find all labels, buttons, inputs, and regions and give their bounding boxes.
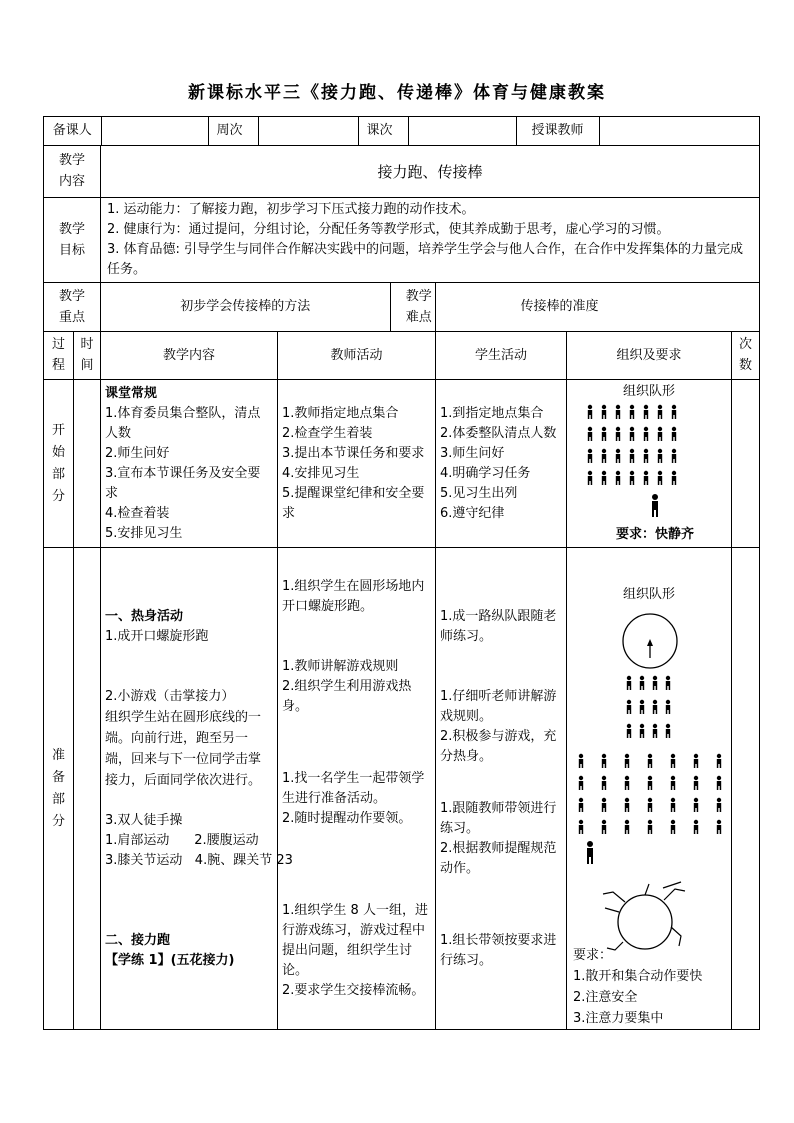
list-item: 4.明确学习任务	[440, 465, 531, 481]
list-item: 1.组织学生 8 人一组，进行游戏练习，游戏过程中提出问题，组织学生讨论。	[282, 902, 428, 978]
start-section-row	[44, 380, 760, 548]
student-figure-icon	[666, 723, 670, 737]
student-figure-icon	[644, 448, 648, 462]
student-figure-icon	[717, 797, 721, 811]
student-figure-icon	[672, 404, 676, 418]
student-figure-icon	[648, 797, 652, 811]
goal-item: 2. 健康行为：通过提问，分组讨论，分配任务等教学形式，使其养成勤于思考，虚心学习的习惯。	[107, 222, 670, 237]
list-item: 6.遵守纪律	[440, 505, 505, 521]
prep-content	[101, 548, 293, 1030]
student-figure-icon	[671, 753, 675, 767]
relay-circle-diagram	[603, 882, 685, 950]
student-figure-icon	[658, 470, 662, 484]
game-title: 2.小游戏（击掌接力）	[105, 688, 235, 704]
prep-org-title: 组织队形	[622, 586, 676, 602]
student-figure-icon	[644, 426, 648, 440]
prep-teacher	[278, 548, 436, 1030]
student-group-wide	[579, 753, 721, 833]
student-figure-icon	[671, 775, 675, 789]
page-title: 新课标水平三《接力跑、传递棒》体育与健康教案	[188, 83, 606, 103]
student-figure-icon	[625, 775, 629, 789]
list-item: 2.积极参与游戏，充分热身。	[440, 728, 557, 764]
student-figure-icon	[658, 448, 662, 462]
col-org: 组织及要求	[567, 332, 732, 380]
student-figure-icon	[616, 470, 620, 484]
list-item: 1.散开和集合动作要快	[573, 968, 703, 984]
student-figure-icon	[602, 426, 606, 440]
col-content: 教学内容	[101, 332, 278, 380]
student-figure-icon	[653, 675, 657, 689]
student-figure-icon	[717, 819, 721, 833]
student-figure-icon	[644, 404, 648, 418]
student-figure-icon	[666, 675, 670, 689]
student-figure-icon	[588, 404, 592, 418]
relay-practice: 【学练 1】(五花接力)	[105, 952, 235, 968]
student-figure-icon	[630, 448, 634, 462]
student-figure-icon	[672, 426, 676, 440]
student-figure-icon	[602, 819, 606, 833]
column-header-row	[44, 332, 760, 380]
student-figure-icon	[588, 426, 592, 440]
teacher-figure-icon	[652, 494, 658, 517]
start-section-label: 开始部分	[44, 380, 74, 548]
preparer-label: 备课人	[44, 117, 101, 145]
list-item: 3.提出本节课任务和要求	[282, 445, 425, 461]
goal-item: 3. 体育品德: 引导学生与同伴合作解决实践中的问题，培养学生学会与他人合作，在合作中发挥集体的力量完成任务。	[107, 242, 744, 277]
student-figure-icon	[640, 675, 644, 689]
start-teacher	[278, 380, 436, 548]
list-item: 2.根据教师提醒规范动作。	[440, 840, 557, 876]
student-figure-icon	[588, 448, 592, 462]
teacher-figure-icon	[587, 841, 593, 864]
student-figure-icon	[658, 404, 662, 418]
start-student	[436, 380, 567, 548]
key-point-value: 初步学会传接棒的方法	[101, 283, 390, 331]
col-process: 过程	[44, 332, 74, 380]
lesson-field[interactable]	[408, 117, 516, 145]
prep-student	[436, 548, 567, 1030]
teacher-label: 授课教师	[516, 117, 599, 145]
list-item: 1.找一名学生一起带领学生进行准备活动。	[282, 770, 425, 806]
list-item: 4.检查着装	[105, 505, 170, 521]
difficult-point-value: 传接棒的准度	[436, 283, 760, 332]
student-figure-icon	[625, 819, 629, 833]
col-time: 时间	[74, 332, 101, 380]
header-row	[44, 117, 760, 146]
org-title: 组织队形	[622, 383, 676, 399]
relay-title: 二、接力跑	[105, 932, 171, 948]
prep-time	[74, 548, 101, 1030]
student-figure-icon	[625, 753, 629, 767]
student-figure-icon	[694, 797, 698, 811]
list-item: 1.组长带领按要求进行练习。	[440, 932, 557, 968]
week-label: 周次	[208, 117, 258, 145]
student-figure-icon	[588, 470, 592, 484]
student-figure-icon	[653, 723, 657, 737]
key-point-label: 教学重点	[44, 283, 101, 332]
list-item: 1.教师讲解游戏规则	[282, 658, 399, 674]
goal-item: 1. 运动能力：了解接力跑，初步学习下压式接力跑的动作技术。	[107, 202, 475, 217]
list-item: 5.见习生出列	[440, 485, 518, 501]
student-group-small	[627, 675, 670, 737]
start-time	[74, 380, 101, 548]
student-figure-icon	[671, 819, 675, 833]
start-content-title: 课堂常规	[105, 385, 158, 401]
list-item: 1.肩部运动 2.腰腹运动	[105, 832, 259, 848]
student-figure-icon	[602, 775, 606, 789]
list-item: 2.师生问好	[105, 445, 170, 461]
student-figure-icon	[602, 797, 606, 811]
student-figure-icon	[616, 426, 620, 440]
prep-formation-diagram	[567, 582, 732, 1026]
lesson-plan-table	[43, 116, 760, 1030]
student-figure-icon	[672, 470, 676, 484]
list-item: 2.随时提醒动作要领。	[282, 810, 412, 826]
list-item: 3.师生问好	[440, 445, 505, 461]
list-item: 3.膝关节运动 4.腕、踝关节 23	[105, 852, 293, 868]
student-figure-icon	[625, 797, 629, 811]
teacher-field[interactable]	[599, 117, 760, 145]
prep-count	[732, 548, 760, 1030]
content-row	[44, 146, 760, 198]
student-figure-icon	[627, 723, 631, 737]
student-figure-icon	[630, 404, 634, 418]
list-item: 2.体委整队清点人数	[440, 425, 557, 441]
list-item: 1.成开口螺旋形跑	[105, 628, 209, 644]
student-figure-icon	[694, 819, 698, 833]
lesson-label: 课次	[358, 117, 408, 145]
start-org	[567, 380, 732, 548]
list-item: 2.组织学生利用游戏热身。	[282, 678, 412, 714]
difficult-point-label: 教学难点	[405, 289, 432, 325]
student-figure-icon	[672, 448, 676, 462]
student-figure-icon	[627, 675, 631, 689]
list-item: 5.安排见习生	[105, 525, 183, 541]
student-figure-icon	[630, 426, 634, 440]
list-item: 1.教师指定地点集合	[282, 405, 399, 421]
student-figure-icon	[658, 426, 662, 440]
prep-req-title: 要求：	[573, 947, 613, 963]
student-figure-icon	[602, 753, 606, 767]
list-item: 1.仔细听老师讲解游戏规则。	[440, 688, 557, 724]
content-value: 接力跑、传接棒	[101, 146, 760, 198]
student-figure-icon	[653, 699, 657, 713]
list-item: 1.跟随教师带领进行练习。	[440, 800, 557, 836]
arrow-head-icon	[647, 639, 653, 646]
exercise-title: 3.双人徒手操	[105, 812, 183, 828]
student-figure-icon	[602, 470, 606, 484]
col-student: 学生活动	[436, 332, 567, 380]
focus-row	[44, 283, 760, 332]
col-teacher: 教师活动	[278, 332, 436, 380]
list-item: 4.安排见习生	[282, 465, 360, 481]
list-item: 3.宣布本节课任务及安全要求	[105, 465, 261, 501]
org-requirement: 要求：快静齐	[615, 526, 695, 542]
student-figure-icon	[648, 775, 652, 789]
student-figure-icon	[640, 723, 644, 737]
start-content	[101, 380, 278, 548]
goals-list	[101, 198, 760, 283]
list-item: 5.提醒课堂纪律和安全要求	[282, 485, 425, 521]
list-item: 1.组织学生在圆形场地内开口螺旋形跑。	[282, 578, 425, 614]
student-figure-icon	[616, 448, 620, 462]
list-item: 2.要求学生交接棒流畅。	[282, 982, 425, 998]
student-figure-icon	[648, 753, 652, 767]
prep-section-row	[44, 548, 760, 1030]
student-figure-icon	[717, 775, 721, 789]
student-figure-icon	[579, 819, 583, 833]
student-figure-icon	[648, 819, 652, 833]
student-figure-icon	[602, 448, 606, 462]
prep-section-label: 准备部分	[44, 548, 74, 1030]
list-item: 1.体育委员集合整队，清点人数	[105, 405, 261, 441]
student-figure-icon	[627, 699, 631, 713]
student-figure-icon	[694, 753, 698, 767]
student-formation-grid	[588, 404, 676, 484]
student-figure-icon	[630, 470, 634, 484]
student-figure-icon	[616, 404, 620, 418]
student-figure-icon	[640, 699, 644, 713]
warmup-title: 一、热身活动	[105, 608, 184, 624]
preparer-field[interactable]	[101, 117, 208, 145]
list-item: 2.检查学生着装	[282, 425, 373, 441]
student-figure-icon	[602, 404, 606, 418]
game-description: 组织学生站在圆形底线的一端。向前行进，跑至另一端，回来与下一位同学击掌接力，后面同学依次进行。	[105, 709, 262, 788]
student-figure-icon	[694, 775, 698, 789]
student-figure-icon	[579, 753, 583, 767]
content-label: 教学内容	[44, 146, 101, 198]
week-field[interactable]	[258, 117, 358, 145]
start-count	[732, 380, 760, 548]
goals-row	[44, 198, 760, 283]
student-figure-icon	[666, 699, 670, 713]
prep-org	[567, 548, 732, 1030]
list-item: 3.注意力要集中	[573, 1010, 664, 1026]
list-item: 1.成一路纵队跟随老师练习。	[440, 608, 557, 644]
list-item: 2.注意安全	[573, 989, 638, 1005]
student-figure-icon	[717, 753, 721, 767]
student-figure-icon	[644, 470, 648, 484]
list-item: 1.到指定地点集合	[440, 405, 544, 421]
student-figure-icon	[671, 797, 675, 811]
student-figure-icon	[579, 775, 583, 789]
student-figure-icon	[579, 797, 583, 811]
start-formation-diagram	[567, 381, 732, 547]
col-count: 次数	[732, 332, 760, 380]
goals-label: 教学目标	[44, 198, 101, 283]
